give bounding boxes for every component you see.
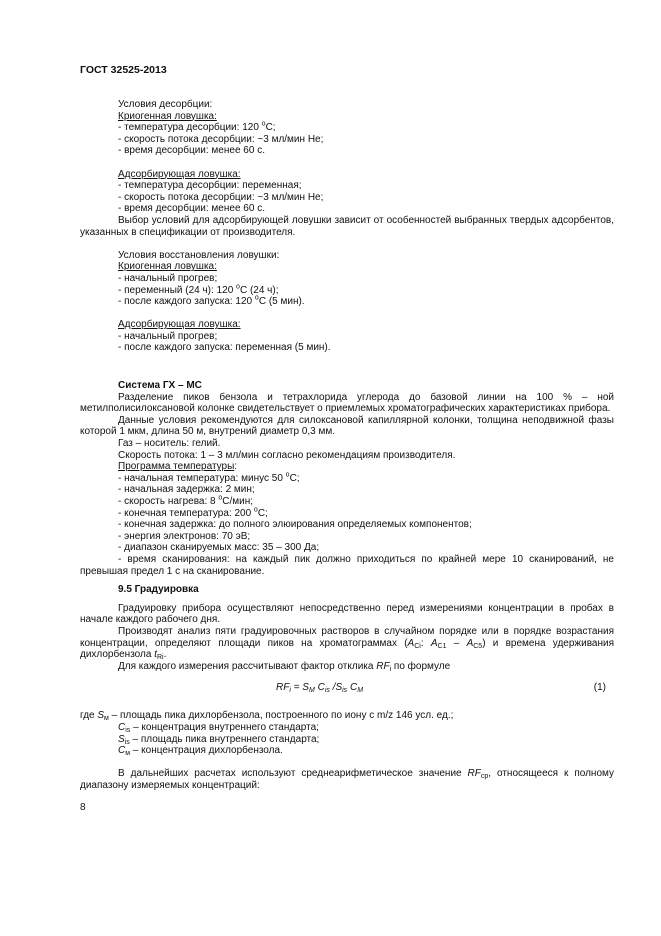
list-item: - диапазон сканируемых масс: 35 – 300 Да; (118, 542, 320, 554)
desorption-title: Условия десорбции: (118, 99, 213, 110)
list-item: - температура десорбции: переменная; (118, 180, 302, 192)
equation-number: (1) (593, 682, 606, 694)
list-item: - начальная задержка: 2 мин; (118, 484, 255, 496)
definition: $S_{is}$ – площадь пика внутреннего стандарта; (118, 733, 320, 746)
list-item: - время десорбции: менее 60 с. (118, 145, 265, 157)
list-item: - скорость нагрева: 8 $^o$C/мин; (118, 494, 254, 507)
paragraph: Газ – носитель: гелий. (118, 438, 221, 450)
ads-trap-title: Адсорбирующая ловушка: (118, 168, 241, 180)
paragraph: Разделение пиков бензола и тетрахлорида углерода до базовой линии на 100 % – ной метилполисилоксановой колонке свидетельствует о приемлемых хроматографических характеристиках прибора. (80, 391, 614, 415)
paragraph: В дальнейших расчетах используют среднеарифметическое значение $RF_{ср}$, относящееся к полному диапазону измеряемых концентраций: (80, 768, 614, 791)
paragraph: Данные условия рекомендуются для силоксановой капиллярной колонки, толщина неподвижной фазы которой 1 мкм, длина 50 м, внутрений диаметр 0,3 мм. (80, 414, 614, 438)
list-item: - время десорбции: менее 60 с. (118, 203, 265, 215)
list-item: - температура десорбции: 120 $^o$C; (118, 120, 276, 134)
paragraph: Градуировку прибора осуществляют непосредственно перед измерениями концентрации в пробах в начале каждого рабочего дня. (80, 602, 614, 626)
document-header: ГОСТ 32525-2013 (80, 64, 167, 76)
page-number: 8 (80, 802, 86, 814)
definition: $C_{is}$ – концентрация внутреннего стандарта; (118, 721, 319, 734)
cryo-trap-title: Криогенная ловушка: (118, 261, 217, 273)
list-item: - переменный (24 ч): 120 $^o$C (24 ч); (118, 283, 279, 296)
section-heading: 9.5 Градуировка (118, 584, 199, 596)
list-item: - начальная температура: минус 50 $^o$C; (118, 471, 300, 484)
list-item: - начальный прогрев; (118, 272, 218, 284)
paragraph: Производят анализ пяти градуировочных растворов в случайном порядке или в порядке возрастания концентрации, определяют площади пиков на хроматограммах ($A_{Ci}$: $A_{C1} - A_{C5}$) и времена удерживания дихлорбензола $t_{Ri}$. (80, 625, 614, 662)
definition: где $S_м$ – площадь пика дихлорбензола, построенного по иону с m/z 146 усл. ед.; (80, 710, 454, 723)
list-item: - начальный прогрев; (118, 330, 218, 342)
ads-trap-title: Адсорбирующая ловушка: (118, 319, 241, 331)
paragraph: Скорость потока: 1 – 3 мл/мин согласно рекомендациям производителя. (118, 449, 456, 461)
formula-expression: $RF_i = S_M$ $C_{is}$ $/S_{is}$ $C_M$ (276, 682, 364, 695)
cryo-trap-title: Криогенная ловушка: (118, 110, 217, 122)
list-item: - энергия электронов: 70 эВ; (118, 530, 251, 542)
section-heading: Система ГХ – МС (118, 380, 202, 392)
list-item: - конечная задержка: до полного элюирования определяемых компонентов; (118, 519, 472, 531)
formula-1 (80, 678, 614, 701)
paragraph: Для каждого измерения рассчитывают фактор отклика $RF_i$ по формуле (118, 660, 451, 673)
restore-title: Условия восстановления ловушки: (118, 249, 280, 261)
list-item: - после каждого запуска: переменная (5 мин). (118, 342, 331, 354)
list-item: - скорость потока десорбции: ~3 мл/мин He; (118, 133, 324, 145)
list-item: - конечная температура: 200 $^o$C; (118, 506, 268, 519)
list-item: - после каждого запуска: 120 $^o$C (5 мин). (118, 294, 305, 308)
list-item: - скорость потока десорбции: ~3 мл/мин He; (118, 191, 324, 203)
list-item: - время сканирования: на каждый пик должно приходиться по крайней мере 10 сканирований, не превышая предел 1 с на сканирование. (80, 553, 614, 577)
program-title: Программа температуры: (118, 461, 238, 473)
definition: $C_м$ – концентрация дихлорбензола. (118, 745, 283, 758)
paragraph: Выбор условий для адсорбирующей ловушки зависит от особенностей выбранных твердых адсорбентов, указанных в спецификации от производителя. (80, 214, 614, 238)
